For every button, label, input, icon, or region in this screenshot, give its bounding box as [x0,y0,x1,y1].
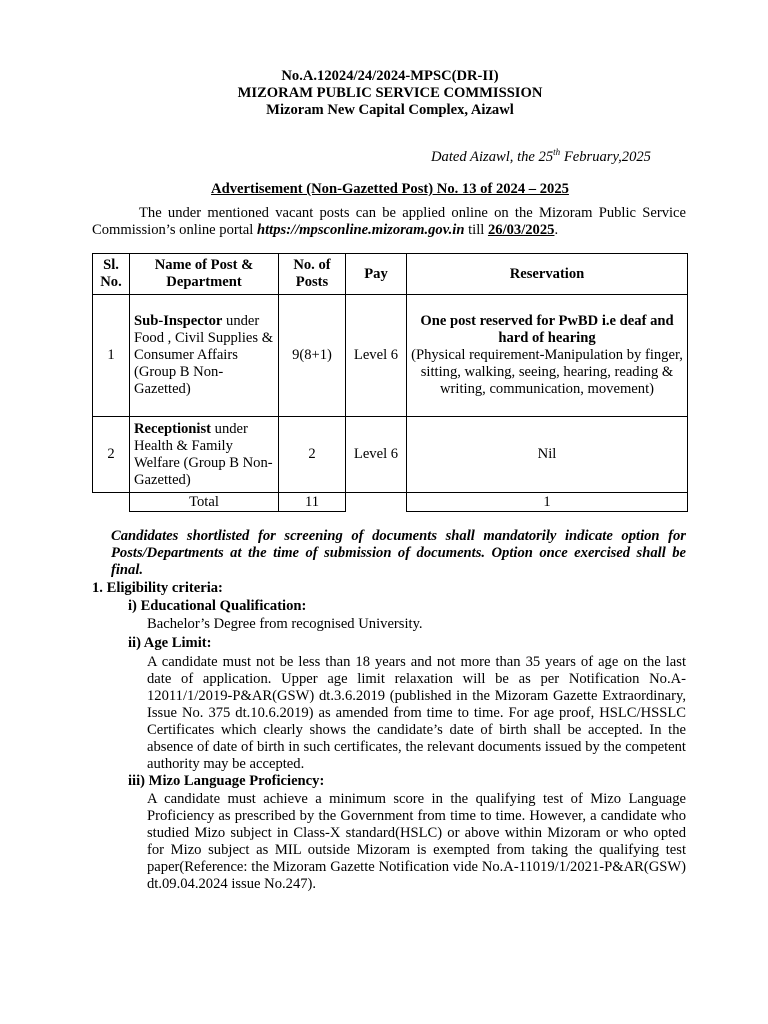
age-limit-text: A candidate must not be less than 18 years and not more than 35 years of age on the last date of application. Upper age limit relaxation will be as per Notification No.A-12011/1/2019-P&AR(GSW) dt.3.6.2019 (published in the Mizoram Gazette Extraordinary, Issue No. 375 dt.10.6.2019) as amended from time to time. For age proof, HSLC/HSSLC Certificates which clearly shows the candidate’s date of birth shall be accepted. In the absence of date of birth in such certificates, the relevant documents issued by the competent authority may be accepted. [147,654,686,772]
advertisement-title: Advertisement (Non-Gazetted Post) No. 13 of 2024 – 2025 [211,181,569,197]
deadline-date: 26/03/2025 [487,222,555,238]
cell-no-of-posts: 9(8+1) [279,295,346,417]
cell-pay: Level 6 [346,295,407,417]
reservation-summary: One post reserved for PwBD i.e deaf and hard of hearing [420,313,674,346]
reference-number: No.A.12024/24/2024-MPSC(DR-II) [281,68,499,84]
cell-post-name [130,417,279,493]
organization-address: Mizoram New Capital Complex, Aizawl [266,102,514,118]
post-title: Receptionist [134,420,212,437]
table-row [93,417,688,493]
age-limit-heading: ii) Age Limit: [128,635,212,651]
eligibility-heading: 1. Eligibility criteria: [92,580,223,596]
header-pay: Pay [346,254,407,295]
intro-paragraph [92,205,686,239]
portal-url[interactable]: https://mpsconline.mizoram.gov.in [257,222,465,238]
cell-total-reservation: 1 [407,493,688,512]
mizo-proficiency-heading: iii) Mizo Language Proficiency: [128,773,325,789]
intro-end: . [554,222,559,238]
cell-post-name [130,295,279,417]
mizo-proficiency-text: A candidate must achieve a minimum score in the qualifying test of Mizo Language Proficiency as prescribed by the Government from time to time. However, a candidate who studied Mizo subject in Class-X standard(HSLC) or above within Mizoram or who opted for Mizo subject as MIL outside Mizoram is exempted from taking the qualifying test paper(Reference: the Mizoram Gazette Notification vide No.A-11019/1/2021-P&AR(GSW) dt.09.04.2024 issue No.247). [147,791,686,892]
intro-text: The under mentioned vacant posts can be applied online on the Mizoram Public Service Commission’s online portal [92,205,686,238]
cell-pay: Level 6 [346,417,407,493]
header-reservation: Reservation [407,254,688,295]
header-no-of-posts: No. of Posts [279,254,346,295]
cell-reservation [407,295,688,417]
header-post-name: Name of Post & Department [130,254,279,295]
reservation-detail: (Physical requirement-Manipulation by finger, sitting, walking, seeing, hearing, reading & writing, communication, movement) [411,347,683,397]
post-title: Sub-Inspector [134,313,223,329]
cell-reservation: Nil [407,417,688,493]
post-department: under Food , Civil Supplies & Consumer Affairs (Group B Non-Gazetted) [134,313,274,397]
letterhead [0,68,768,119]
cell-empty [346,493,407,512]
date-superscript: th [553,147,561,158]
organization-name: MIZORAM PUBLIC SERVICE COMMISSION [237,85,543,101]
education-heading: i) Educational Qualification: [128,598,307,614]
cell-sl: 2 [93,417,130,493]
document-option-note: Candidates shortlisted for screening of documents shall mandatorily indicate option for Posts/Departments at the time of submission of documents. Option once exercised shall be final. [111,528,686,578]
cell-total-label: Total [130,493,279,512]
table-row [93,295,688,417]
date-suffix: February,2025 [560,149,651,165]
header-sl-no: Sl. No. [93,254,130,295]
date-line [431,149,651,166]
post-department: under Health & Family Welfare (Group B Non-Gazetted) [134,420,273,488]
table-total-row [93,493,688,512]
cell-no-of-posts: 2 [279,417,346,493]
cell-total-posts: 11 [279,493,346,512]
cell-sl: 1 [93,295,130,417]
intro-till: till [464,222,488,238]
vacancy-table [92,253,688,512]
cell-empty [93,493,130,512]
table-header-row [93,254,688,295]
date-prefix: Dated Aizawl, the 25 [431,149,554,165]
education-text: Bachelor’s Degree from recognised University. [147,616,423,632]
